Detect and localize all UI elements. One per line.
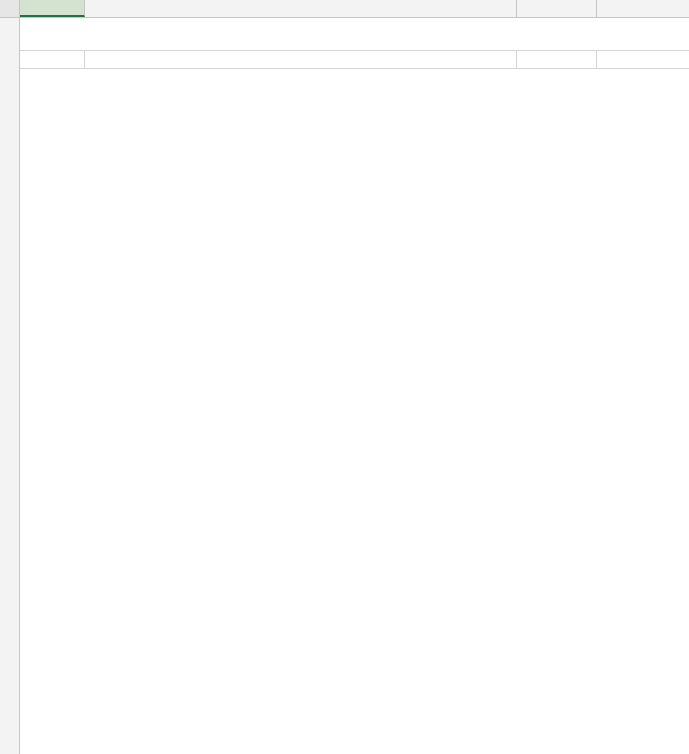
column-header-d[interactable] [597,0,689,17]
column-header-b[interactable] [85,0,517,17]
header-row [20,51,689,69]
column-header-a[interactable] [20,0,85,17]
column-header-c[interactable] [517,0,597,17]
select-all-corner[interactable] [0,0,20,17]
header-change[interactable] [517,51,597,68]
column-header-bar [0,0,689,18]
row-header-bar [0,18,20,754]
header-capital-issue[interactable] [85,51,517,68]
header-date[interactable] [20,51,85,68]
header-total[interactable] [597,51,689,68]
title-row [20,18,689,51]
